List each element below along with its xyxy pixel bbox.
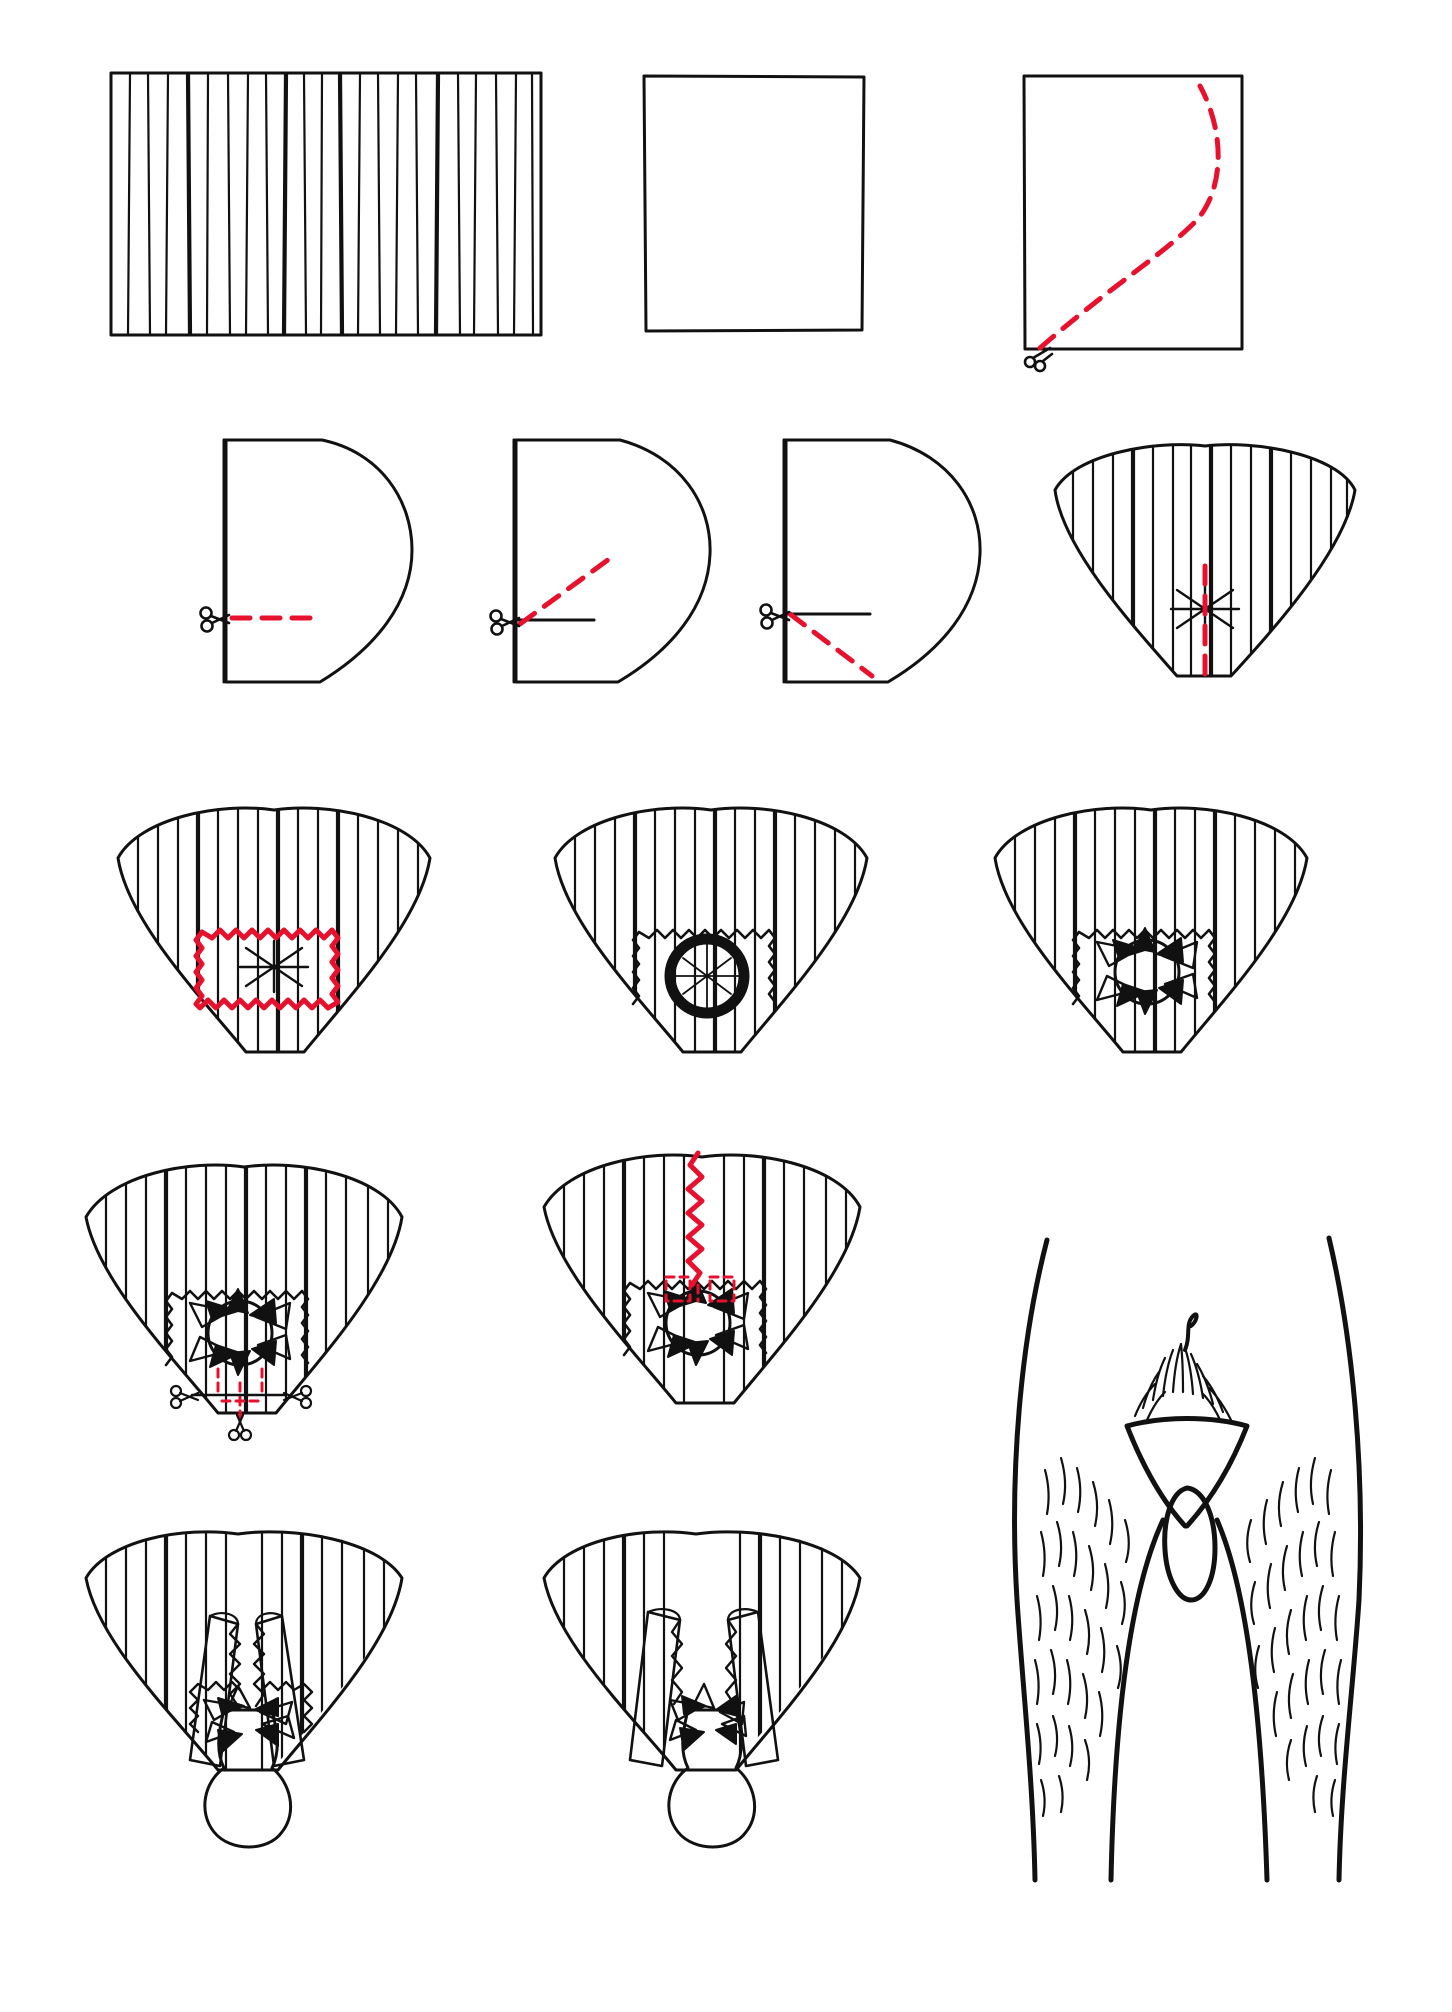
rolled-flap-right: [256, 1616, 304, 1766]
step-10-heart-with-toothed-collar: [985, 800, 1325, 1090]
step-4-cut-shape-horizontal-mark: [200, 430, 430, 710]
step-9-heart-with-ring-opening: [545, 800, 885, 1090]
triangular-frame: [1127, 1419, 1247, 1527]
step-5-cut-shape-diagonal-mark: [490, 430, 730, 710]
step-14-folded-flaps-spread-wide: [530, 1520, 890, 1860]
step-2-blank-folded-rectangle: [640, 72, 870, 337]
top-curl: [1185, 1314, 1197, 1350]
scissors-icon: [1025, 348, 1052, 371]
step-15-final-worn-illustration: [985, 1220, 1385, 1900]
step-8-heart-with-zigzag-outline: [108, 800, 448, 1090]
step-11-collar-with-tab-cut-marks: [72, 1155, 432, 1485]
top-tuft: [1135, 1344, 1231, 1422]
step-3-rectangle-with-curve-cut-line: [1020, 72, 1280, 362]
oval-pouch: [1165, 1488, 1215, 1600]
step-6-cut-shape-downward-mark: [760, 430, 1000, 710]
scissors-icon: [171, 1386, 198, 1408]
step-12-heart-with-vertical-zigzag-cut: [530, 1145, 890, 1475]
inner-left-thigh: [1111, 1520, 1163, 1880]
zigzag-edge-left: [672, 1620, 682, 1704]
rolled-flap-left: [630, 1612, 680, 1766]
vertical-zigzag-cut: [688, 1153, 702, 1285]
step-1-striped-rectangle-sheet: [108, 70, 548, 340]
zigzag-edge-right: [726, 1620, 736, 1704]
step-13-folded-flaps-with-pouch: [72, 1520, 432, 1860]
inner-right-thigh: [1217, 1520, 1267, 1880]
step-7-unfolded-heart-with-center-slit: [1045, 438, 1365, 708]
